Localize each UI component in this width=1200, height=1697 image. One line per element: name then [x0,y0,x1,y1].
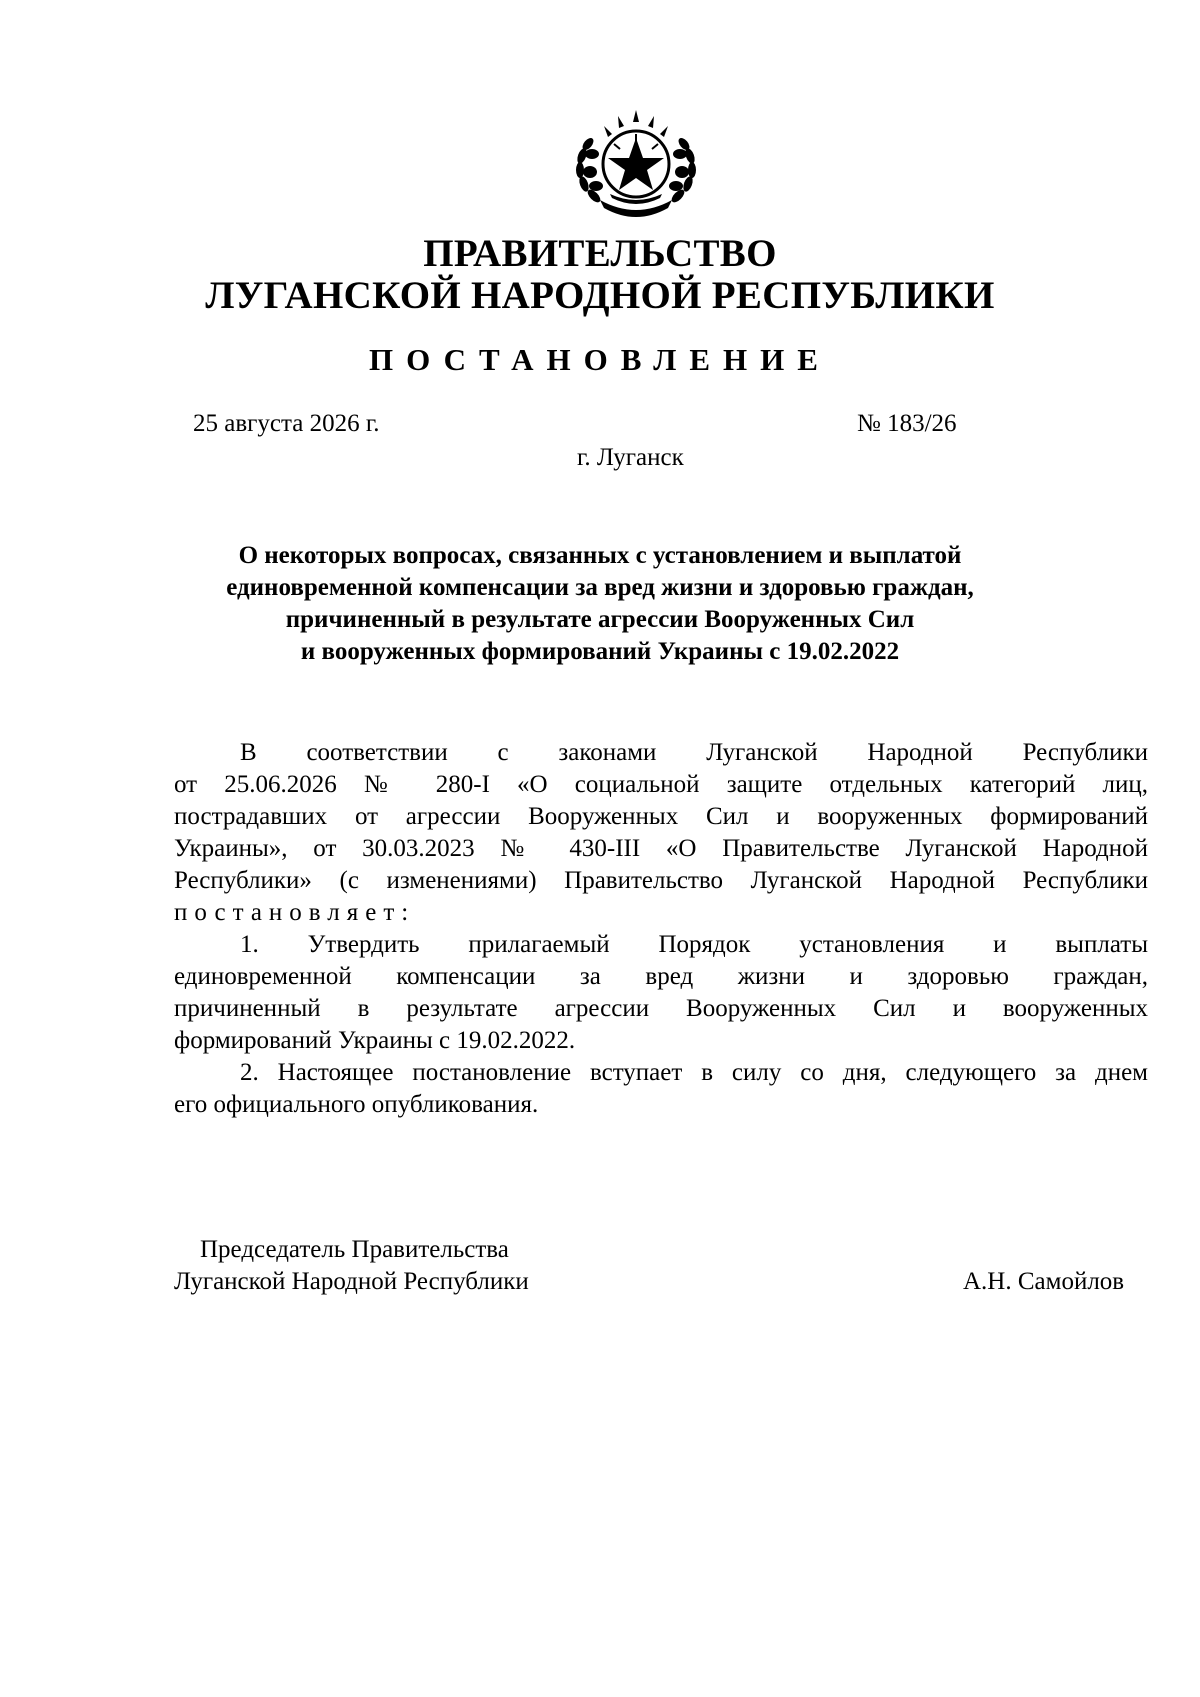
document-subject [0,540,1200,668]
organization-name-line1: ПРАВИТЕЛЬСТВО [423,232,777,275]
item-2-line: его официального опубликования. [174,1091,539,1118]
item-1-line: формирований Украины с 19.02.2022. [174,1027,576,1054]
decree-word: постановляет: [174,899,416,926]
document-date: 25 августа 2026 г. [193,410,380,437]
signer-title [174,1234,529,1298]
subject-line: причиненный в результате агрессии Вооруженных Сил [285,606,915,633]
preamble-line: В соответствии с законами Луганской Народной Республики [240,739,1148,766]
subject-line: и вооруженных формирований Украины с 19.02.2022 [300,638,900,665]
item-1-line: причиненный в результате агрессии Вооруженных Сил и вооруженных [174,995,1148,1022]
item-2-line: 2. Настоящее постановление вступает в силу со дня, следующего за днем [240,1059,1148,1086]
signer-name: А.Н. Самойлов [963,1268,1125,1295]
preamble-line: Республики» (с изменениями) Правительство Луганской Народной Республики [174,867,1148,894]
signer-title-line2: Луганской Народной Республики [174,1268,529,1295]
preamble-line: от 25.06.2026 № 280-I «О социальной защите отдельных категорий лиц, [174,771,1148,798]
document-body [174,737,1148,1121]
document-type: ПОСТАНОВЛЕНИЕ [369,342,831,377]
preamble-line: Украины», от 30.03.2023 № 430-III «О Правительстве Луганской Народной [174,835,1148,862]
document-number: № 183/26 [857,410,957,437]
signer-title-line1: Председатель Правительства [200,1236,509,1263]
organization-name-line2: ЛУГАНСКОЙ НАРОДНОЙ РЕСПУБЛИКИ [205,274,995,317]
subject-line: единовременной компенсации за вред жизни и здоровью граждан, [226,574,974,601]
coat-of-arms-emblem [566,108,706,218]
preamble-line: пострадавших от агрессии Вооруженных Сил и вооруженных формирований [174,803,1148,830]
subject-line: О некоторых вопросах, связанных с установлением и выплатой [238,542,962,569]
item-1-line: единовременной компенсации за вред жизни и здоровью граждан, [174,963,1148,990]
document-city: г. Луганск [577,444,684,471]
item-1-line: 1. Утвердить прилагаемый Порядок установления и выплаты [240,931,1148,958]
